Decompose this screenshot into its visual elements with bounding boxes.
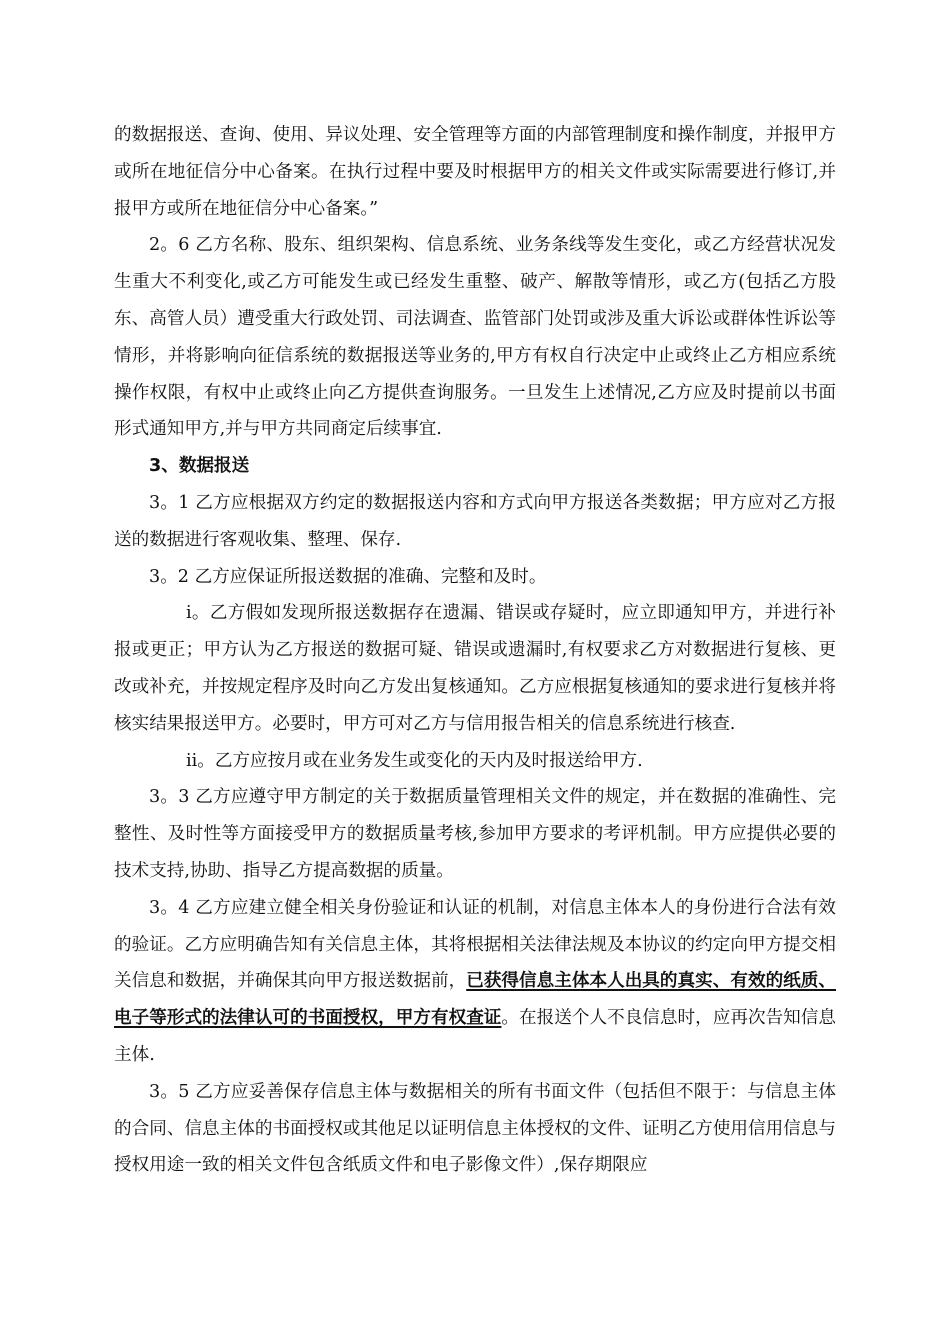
paragraph-3-2: 3。2 乙方应保证所报送数据的准确、完整和及时。	[149, 566, 547, 587]
paragraph-3-2-ii: ii。乙方应按月或在业务发生或变化的天内及时报送给甲方.	[186, 750, 643, 771]
paragraph-3-4	[114, 890, 836, 1074]
paragraph-3-2-i: i。乙方假如发现所报送数据存在遗漏、错误或存疑时，应立即通知甲方，并进行补报或更正；甲方认为乙方报送的数据可疑、错误或遗漏时,有权要求乙方对数据进行复核、更改或补充，并按规定程序及时向乙方发出复核通知。乙方应根据复核通知的要求进行复核并将核实结果报送甲方。必要时，甲方可对乙方与信用报告相关的信息系统进行核查.	[114, 603, 836, 734]
paragraph-3-4-lead: 3。4 乙方应建立健全相关身份验证和认证的机制，对信息主体本人的身份进行合法有效的验证。乙方应明确告知有关信息主体，其将根据相关法律法规及本协议的约定向甲方提交相关信息和数据，并确保其向甲方报送数据前，	[114, 897, 836, 992]
emphasized-authorization-clause: 已获得信息主体本人出具的真实、有效的纸质、电子等形式的法律认可的书面授权，甲方有权查证	[114, 971, 836, 1029]
document-body	[114, 117, 836, 1184]
paragraph-2-6: 2。6 乙方名称、股东、组织架构、信息系统、业务条线等发生变化，或乙方经营状况发生重大不利变化,或乙方可能发生或已经发生重整、破产、解散等情形，或乙方(包括乙方股东、高管人员）遭受重大行政处罚、司法调查、监管部门处罚或涉及重大诉讼或群体性诉讼等情形，并将影响向征信系统的数据报送等业务的,甲方有权自行决定中止或终止乙方相应系统操作权限，有权中止或终止向乙方提供查询服务。一旦发生上述情况,乙方应及时提前以书面形式通知甲方,并与甲方共同商定后续事宜.	[114, 235, 836, 440]
paragraph-3-1: 3。1 乙方应根据双方约定的数据报送内容和方式向甲方报送各类数据；甲方应对乙方报送的数据进行客观收集、整理、保存.	[114, 492, 836, 550]
section-heading-data-reporting: 3、数据报送	[149, 456, 250, 477]
paragraph-3-4-tail: 。在报送个人不良信息时，应再次告知信息主体.	[114, 1008, 836, 1065]
paragraph-internal-rules: 的数据报送、查询、使用、异议处理、安全管理等方面的内部管理制度和操作制度，并报甲方或所在地征信分中心备案。在执行过程中要及时根据甲方的相关文件或实际需要进行修订,并报甲方或所在地征信分中心备案。”	[114, 125, 836, 219]
paragraph-3-3: 3。3 乙方应遵守甲方制定的关于数据质量管理相关文件的规定，并在数据的准确性、完整性、及时性等方面接受甲方的数据质量考核,参加甲方要求的考评机制。甲方应提供必要的技术支持,协助、指导乙方提高数据的质量。	[114, 787, 836, 881]
paragraph-3-5: 3。5 乙方应妥善保存信息主体与数据相关的所有书面文件（包括但不限于：与信息主体的合同、信息主体的书面授权或其他足以证明信息主体授权的文件、证明乙方使用信用信息与授权用途一致的相关文件包含纸质文件和电子影像文件）,保存期限应	[114, 1081, 836, 1176]
